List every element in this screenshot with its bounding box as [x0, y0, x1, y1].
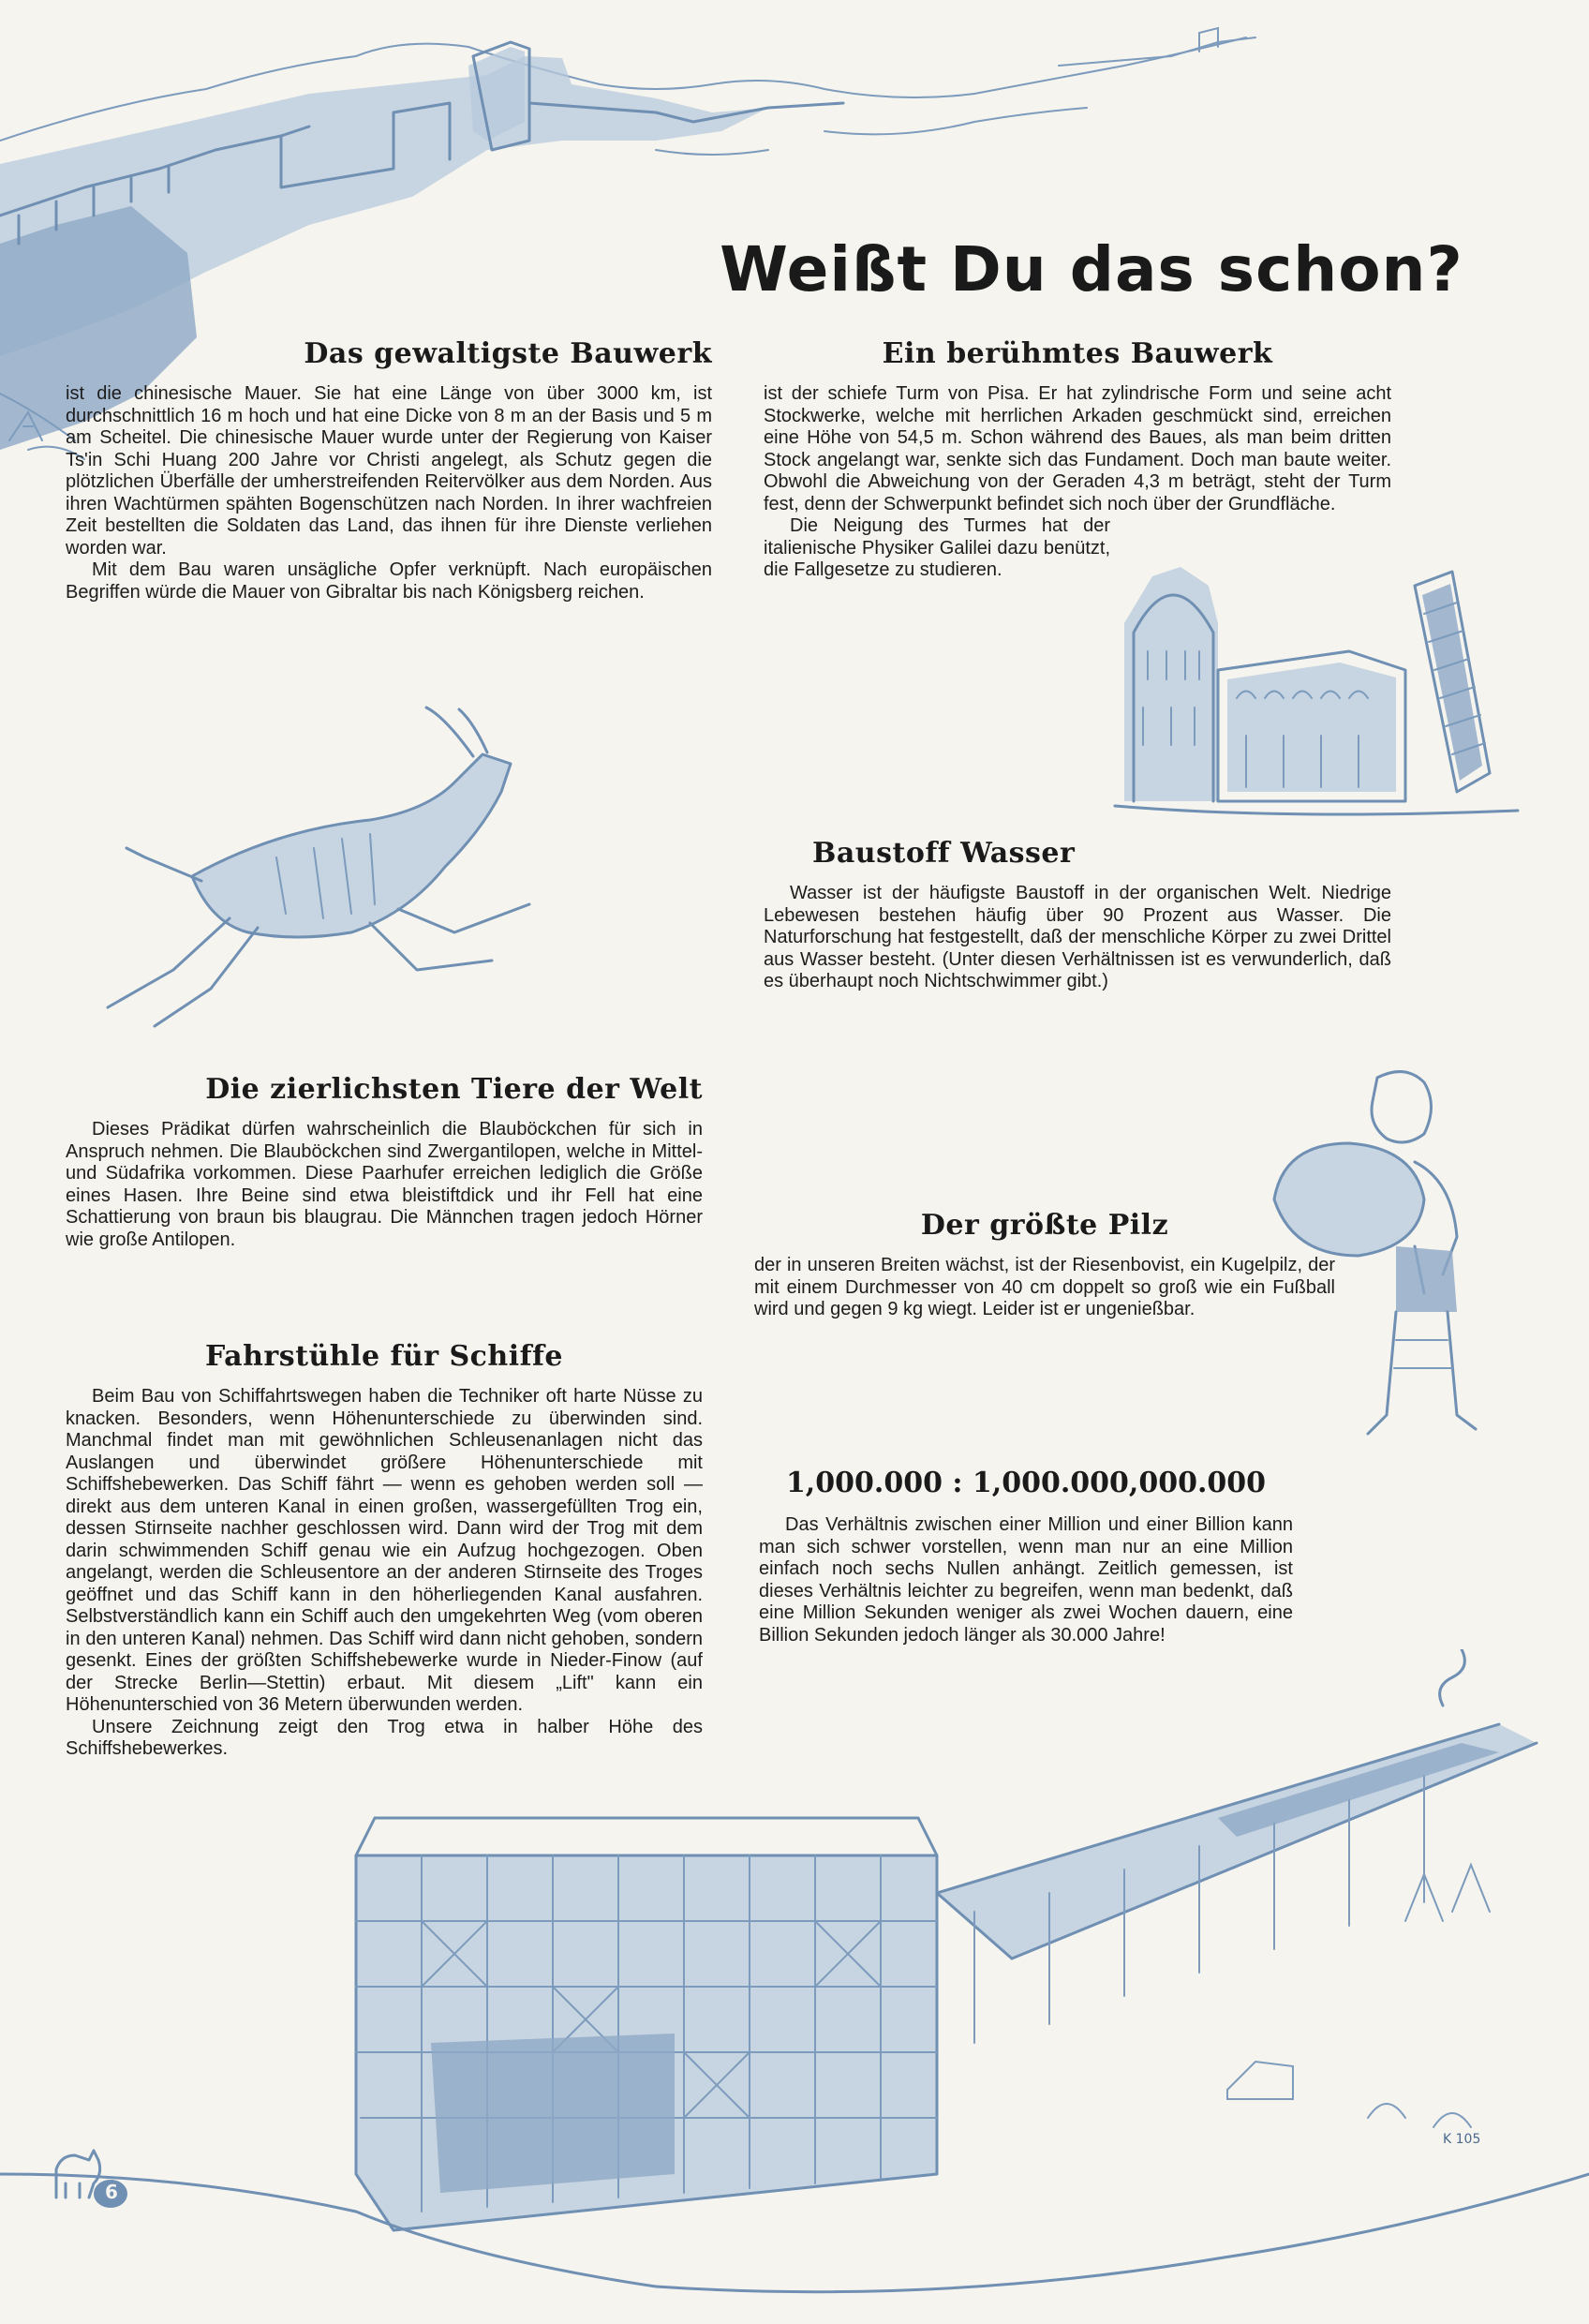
section-paragraph: Dieses Prädikat dürfen wahrscheinlich die Blauböckchen für sich in Anspruch nehmen. Die Blauböckchen sind Zwergantilopen, welche in Mittel- und Südafrika vorkommen. Diese Paarhufer erreichen lediglich die Größe eines Hasen. Ihre Beine sind etwa bleistiftdick und ihr Fell hat eine Schattierung von braun bis blaugrau. Die Männchen tragen jedoch Hörner wie große Antilopen. [66, 1119, 703, 1250]
artist-signature: K 105 [1443, 2132, 1481, 2147]
section-paragraph: Unsere Zeichnung zeigt den Trog etwa in halber Höhe des Schiffshebewerkes. [66, 1716, 703, 1759]
section-ship-lift [66, 1340, 703, 1761]
section-heading: Der größte Pilz [920, 1209, 1169, 1242]
section-paragraph: ist die chinesische Mauer. Sie hat eine Länge von über 3000 km, ist durchschnittlich 16 m hoch und hat eine Dicke von 8 m an der Basis und 5 m am Scheitel. Die chinesische Mauer wurde unter der Regierung von Kaiser Ts'in Schi Huang 200 Jahre vor Christi angelegt, als Schutz gegen die plötzlichen Überfälle der umherstreifenden Reitervölker aus dem Norden. Aus ihren Wachtürmen spähten Bogenschützen nach Norden. In ihrer wachfreien Zeit bestellten die Soldaten das Land, das ihnen für ihre Dienste verliehen worden war. [66, 383, 712, 559]
section-paragraph: Beim Bau von Schiffahrtswegen haben die Techniker oft harte Nüsse zu knacken. Besonders, wenn Höhenunterschiede zu überwinden sind. Manchmal findet man mit gewöhnlichen Schleusenanlagen nicht das Auslangen und überwindet größere Höhenunterschiede mit Schiffshebewerken. Das Schiff fährt — wenn es gehoben werden soll — direkt aus dem unteren Kanal in einen großen, wassergefüllten Trog ein, dessen Stirnseite nachher geschlossen wird. Dann wird der Trog mit dem darin schwimmenden Schiff genau wie ein Aufzug hochgezogen. Oben angelangt, werden die Schleusentore an der anderen Stirnseite des Troges geöffnet und das Schiff kann in den höherliegenden Kanal ausfahren. Selbstverständlich kann ein Schiff auch den umgekehrten Weg (vom oberen in den unteren Kanal) nehmen. Das Schiff wird dann nicht gehoben, sondern gesenkt. Eines der größten Schiffshebewerke wurde in Nieder-Finow (auf der Strecke Berlin—Stettin) erbaut. Mit diesem „Lift" kann ein Höhenunterschied von 36 Metern überwunden werden. [66, 1386, 703, 1715]
section-heading: Ein berühmtes Bauwerk [882, 337, 1273, 370]
section-paragraph: Die Neigung des Turmes hat der italienische Physiker Galilei dazu benützt, die Fallgesetze zu studieren. [764, 515, 1110, 580]
section-heading: Baustoff Wasser [812, 837, 1076, 870]
section-heading: 1,000.000 : 1,000.000,000.000 [785, 1467, 1267, 1499]
page-number: 6 [105, 2181, 118, 2203]
section-paragraph: ist der schiefe Turm von Pisa. Er hat zylindrische Form und seine acht Stockwerke, welche mit herrlichen Arkaden geschmückt sind, erreichen eine Höhe von 54,5 m. Schon während des Baues, als man beim dritten Stock angelangt war, senkte sich das Fundament. Doch man baute weiter. Obwohl die Abweichung von der Geraden 4,3 m beträgt, steht der Turm fest, denn der Schwerpunkt befindet sich noch über der Grundfläche. [764, 383, 1391, 514]
section-paragraph: Mit dem Bau waren unsägliche Opfer verknüpft. Nach europäischen Begriffen würde die Mauer von Gibraltar bis nach Königsberg reichen. [66, 559, 712, 603]
section-paragraph: Das Verhältnis zwischen einer Million und einer Billion kann man sich schwer vorstellen, wenn man nur an eine Million einfach noch sechs Nullen anhängt. Zeitlich gemessen, ist dieses Verhältnis leichter zu begreifen, wenn man bedenkt, daß eine Million Sekunden weniger als zwei Wochen dauern, eine Billion Sekunden jedoch länger als 30.000 Jahre! [759, 1514, 1293, 1646]
section-paragraph: Wasser ist der häufigste Baustoff in der organischen Welt. Niedrige Lebewesen bestehen häufig über 90 Prozent aus Wasser. Die Naturforschung hat festgestellt, daß der menschliche Körper zu zwei Drittel aus Wasser besteht. (Unter diesen Verhältnissen ist es verwunderlich, daß es überhaupt noch Nichtschwimmer gibt.) [764, 883, 1391, 991]
section-billion [759, 1467, 1293, 1646]
section-mushroom [754, 1209, 1335, 1321]
section-pisa [764, 337, 1391, 582]
section-heading: Fahrstühle für Schiffe [204, 1340, 563, 1373]
section-animals [66, 1073, 703, 1251]
page-badge [37, 2132, 131, 2216]
section-great-wall [66, 337, 712, 603]
goat-icon [37, 2132, 131, 2216]
leaping-antelope-drawing [89, 698, 539, 1045]
section-heading: Das gewaltigste Bauwerk [304, 337, 712, 370]
antelope-illustration [89, 698, 539, 1045]
page-title: Weißt Du das schon? [720, 233, 1463, 306]
section-water [764, 837, 1391, 993]
section-heading: Die zierlichsten Tiere der Welt [205, 1073, 703, 1106]
section-paragraph: der in unseren Breiten wächst, ist der Riesenbovist, ein Kugelpilz, der mit einem Durchmesser von 40 cm doppelt so groß wie ein Fußball wird und gegen 9 kg wiegt. Leider ist er ungenießbar. [754, 1255, 1335, 1319]
